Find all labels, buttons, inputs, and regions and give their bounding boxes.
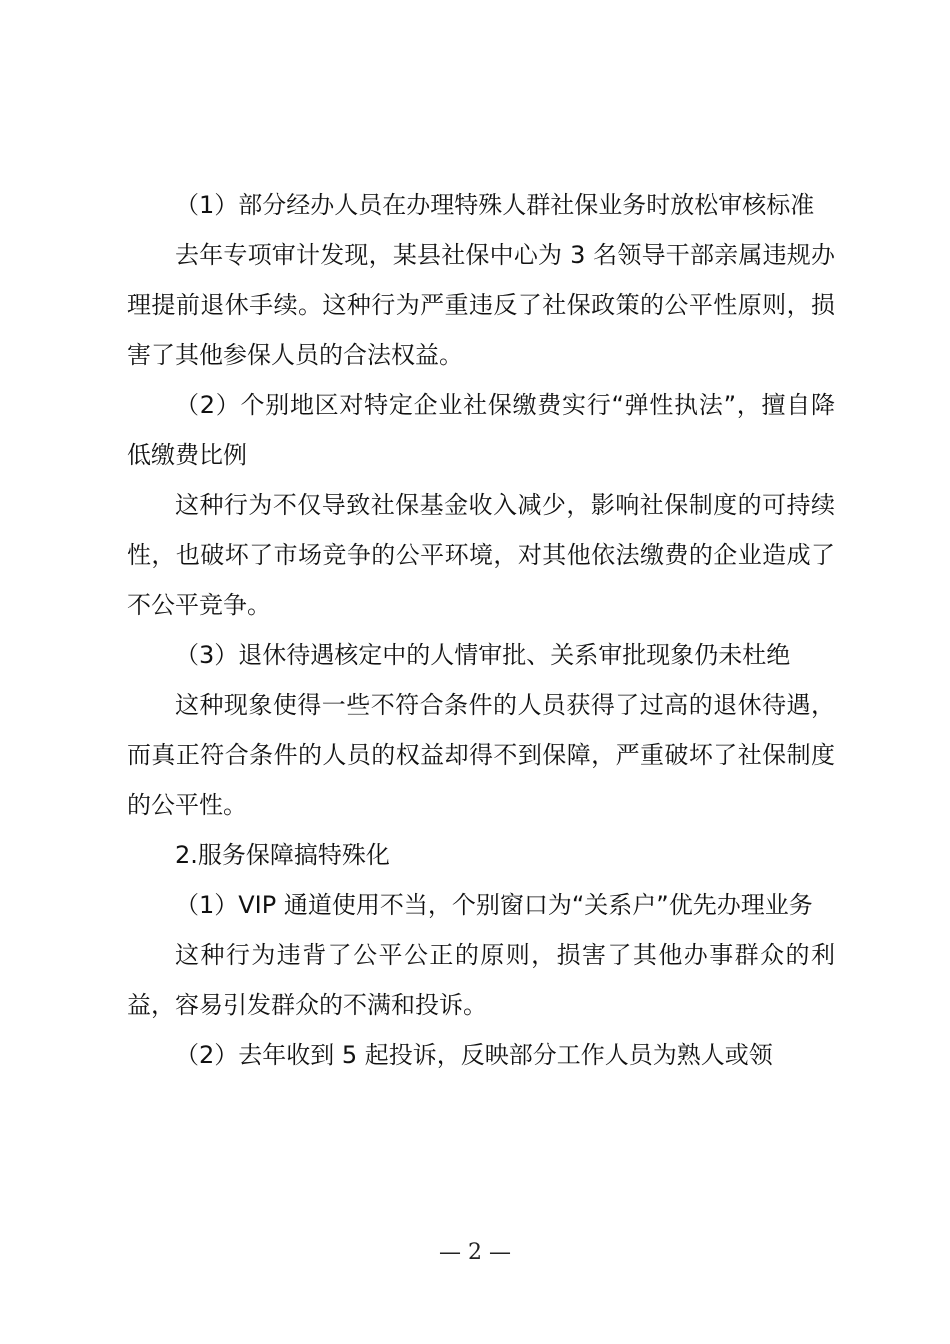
paragraph-2: 去年专项审计发现，某县社保中心为 3 名领导干部亲属违规办理提前退休手续。这种行为严重违反了社保政策的公平性原则，损害了其他参保人员的合法权益。 <box>127 241 835 369</box>
document-body <box>127 180 835 1080</box>
paragraph-6: 这种现象使得一些不符合条件的人员获得了过高的退休待遇，而真正符合条件的人员的权益却得不到保障，严重破坏了社保制度的公平性。 <box>127 691 835 819</box>
paragraph-10: （2）去年收到 5 起投诉，反映部分工作人员为熟人或领 <box>175 1041 773 1069</box>
paragraph-8: （1）VIP 通道使用不当，个别窗口为“关系户”优先办理业务 <box>175 891 813 919</box>
paragraph-4: 这种行为不仅导致社保基金收入减少，影响社保制度的可持续性，也破坏了市场竞争的公平环境，对其他依法缴费的企业造成了不公平竞争。 <box>127 491 835 619</box>
paragraph-7: 2.服务保障搞特殊化 <box>175 841 390 869</box>
paragraph-3: （2）个别地区对特定企业社保缴费实行“弹性执法”，擅自降低缴费比例 <box>127 391 835 469</box>
paragraph-1: （1）部分经办人员在办理特殊人群社保业务时放松审核标准 <box>175 191 815 219</box>
paragraph-9: 这种行为违背了公平公正的原则，损害了其他办事群众的利益，容易引发群众的不满和投诉。 <box>127 941 835 1019</box>
paragraph-5: （3）退休待遇核定中的人情审批、关系审批现象仍未杜绝 <box>175 641 791 669</box>
page-number: — 2 — <box>439 1240 511 1265</box>
